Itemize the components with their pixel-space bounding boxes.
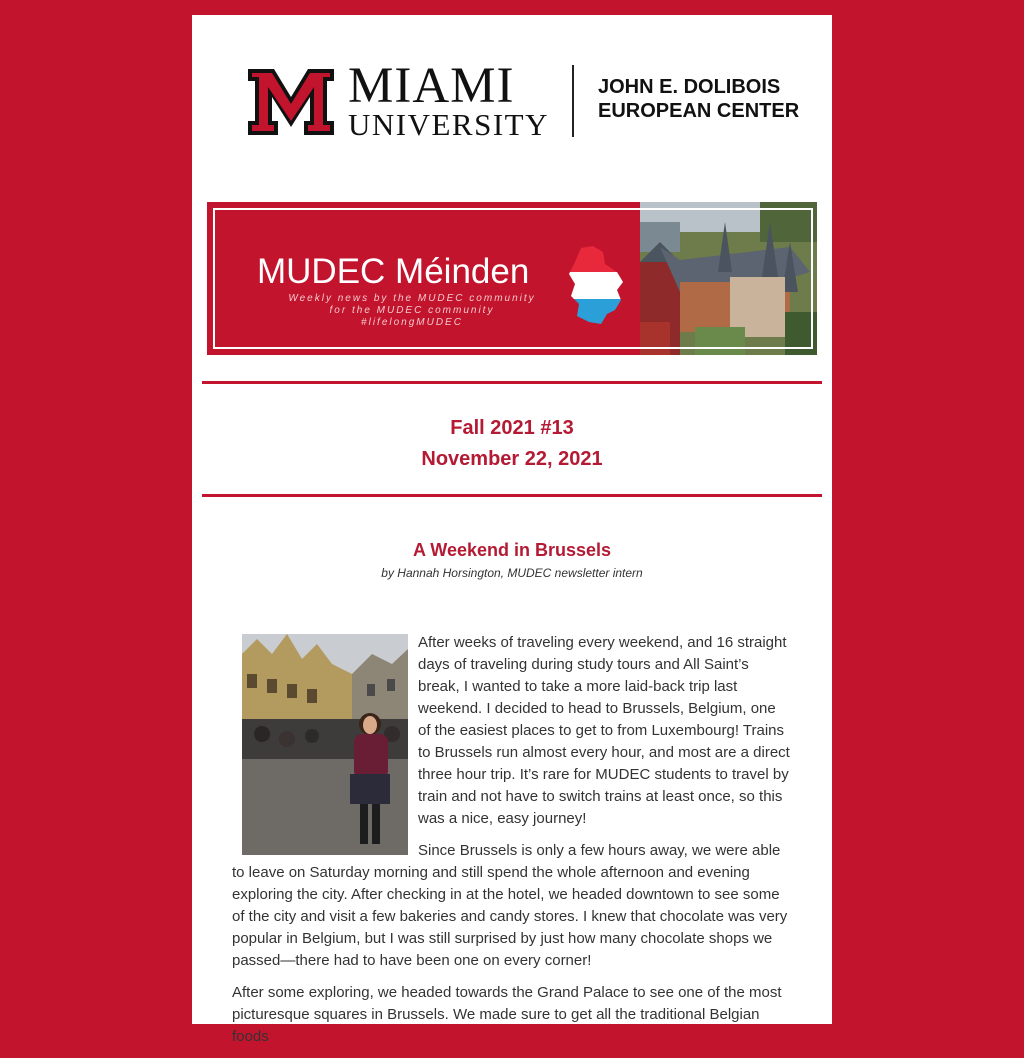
article-paragraph-1: After weeks of traveling every weekend, and 16 straight days of traveling during study tours and All Saint’s break, I wanted to take a more laid-back trip last weekend. I decided to head to Brussels, Belgium, one of the easiest places to get to from Luxembourg! Trains to Brussels run almost every hour, and most are a direct three hour trip. It’s rare for MUDEC students to travel by train and not have to switch trains at least once, so this was a nice, easy journey! bbox=[418, 634, 790, 827]
issue-date: November 22, 2021 bbox=[421, 448, 603, 470]
center-name bbox=[598, 75, 799, 123]
university-name-line1: MIAMI bbox=[348, 58, 515, 114]
article-paragraph-3: After some exploring, we headed towards the Grand Palace to see one of the most picturesque squares in Brussels. We made sure to get all the traditional Belgian foods bbox=[232, 984, 782, 1045]
banner-tagline-3: #lifelongMUDEC bbox=[361, 317, 463, 328]
miami-m-logo-icon bbox=[246, 65, 336, 137]
divider-top bbox=[202, 381, 822, 384]
article-byline: by Hannah Horsington, MUDEC newsletter intern bbox=[381, 566, 643, 580]
divider-bottom bbox=[202, 494, 822, 497]
center-name-line1: JOHN E. DOLIBOIS bbox=[598, 76, 781, 98]
miami-university-logo[interactable] bbox=[246, 58, 800, 142]
newsletter-page bbox=[192, 15, 832, 1045]
banner-title: MUDEC Méinden bbox=[257, 252, 530, 291]
newsletter-banner[interactable] bbox=[207, 202, 817, 355]
brussels-grand-place-photo[interactable] bbox=[242, 634, 408, 855]
university-name-line2: UNIVERSITY bbox=[348, 107, 549, 142]
article-title: A Weekend in Brussels bbox=[412, 540, 612, 560]
banner-tagline-1: Weekly news by the MUDEC community bbox=[288, 293, 536, 304]
luxembourg-flag-map-icon bbox=[567, 244, 625, 326]
logo-divider bbox=[572, 65, 574, 137]
article-paragraph-2: Since Brussels is only a few hours away, we were able to leave on Saturday morning and still spend the whole afternoon and evening exploring the city. After checking in at the hotel, we headed downtown to see some of the city and visit a few bakeries and candy stores. I knew that chocolate was very popular in Belgium, but I was still surprised by just how many chocolate shops we passed—there had to have been one on every corner! bbox=[232, 842, 788, 969]
article-body bbox=[232, 632, 792, 1058]
center-name-line2: EUROPEAN CENTER bbox=[598, 100, 800, 122]
issue-number: Fall 2021 #13 bbox=[450, 417, 574, 439]
banner-tagline-2: for the MUDEC community bbox=[329, 305, 495, 316]
